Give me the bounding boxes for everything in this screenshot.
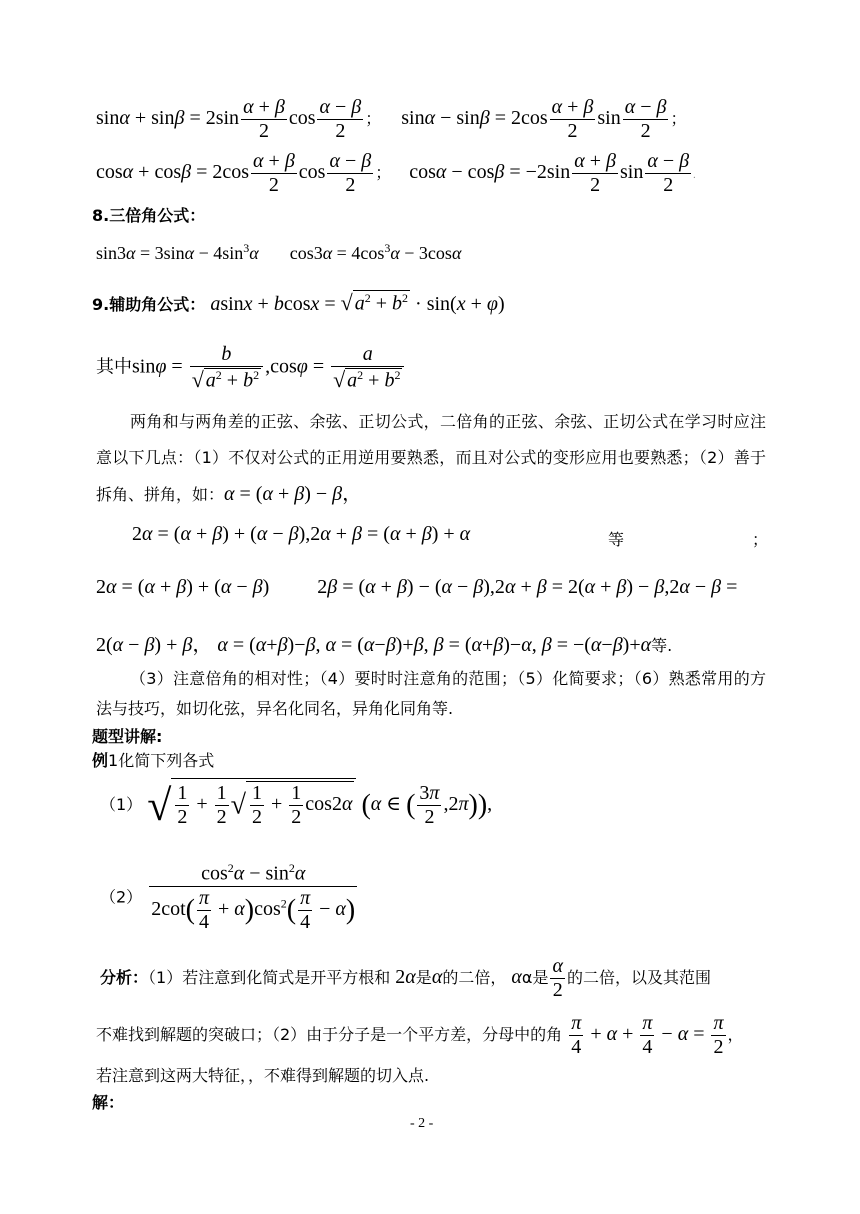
formula-cos-sum: cosα + cosβ = 2cos $\frac{\alpha + \beta}{2}$ cos $\frac{\alpha - \beta}{2}$ xyxy=(96,150,372,196)
example-item-2: （2） $\cos^2\alpha - \sin^2\alpha$ 2cot( $\frac{\pi}{4}$ + $\alpha)\cos^2$( $\frac{\pi}{4}$ − α) xyxy=(100,861,356,933)
solution-label: 解： xyxy=(92,1093,125,1112)
analysis-label: 分析： xyxy=(100,968,149,987)
analysis-line-2: 不难找到解题的突破口；（2）由于分子是一个平方差，分母中的角 $\frac{\pi}{4}$ + α + $\frac{\pi}{4}$ − α = $\frac{\pi}{2}$ ， xyxy=(96,1012,744,1058)
analysis-line-3: 若注意到这两大特征，，不难得到解题的切入点. xyxy=(96,1066,430,1085)
triple-angle-formula: $\sin 3\alpha = 3\sin\alpha - 4\sin^3\alpha$ $\cos 3\alpha = 4\cos^3\alpha - 3\cos\alpha$ xyxy=(96,241,462,263)
section-8-heading: 8.三倍角公式： xyxy=(92,206,206,225)
analysis-text-2-end: ， xyxy=(727,1025,744,1045)
item-2-label: （2） xyxy=(100,887,143,907)
example-item-1: （1） √ $\frac{1}{2}$ + $\frac{1}{2}$ √ $\frac{1}{2}$ + $\frac{1}{2}$ cos2α (α ∈ ( $\frac{3\pi}{2}$ ,2π)), xyxy=(100,778,492,831)
section-9-heading: 9.辅助角公式： xyxy=(92,295,206,314)
line4-end: 等. xyxy=(651,636,673,655)
notes-paragraph-3: （3）注意倍角的相对性；（4）要时时注意角的范围；（5）化简要求；（6）熟悉常用的方法与技巧，如切化弦，异名化同名，异角化同角等. xyxy=(96,669,766,718)
example-text: 化简下列各式 xyxy=(118,751,215,770)
example-number: 1 xyxy=(108,751,119,770)
formula-cos-diff: cosα − cosβ = −2sin $\frac{\alpha + \beta}{2}$ sin $\frac{\alpha - \beta}{2}$ xyxy=(409,150,690,196)
analysis-text-1: （1）若注意到化简式是开平方根和 xyxy=(148,968,391,987)
formula-line-1 xyxy=(96,96,687,143)
section-9 xyxy=(92,290,505,316)
angle-line-2: 2α = (α + β) + (α − β),2α + β = (α + β) + α 等 ； xyxy=(132,523,769,549)
analysis-line-1: 分析：（1）若注意到化简式是开平方根和 2α是α的二倍， αα是 $\frac{\alpha}{2}$ 的二倍，以及其范围 xyxy=(100,955,711,1001)
analysis-text-2: 不难找到解题的突破口；（2）由于分子是一个平方差，分母中的角 xyxy=(96,1025,563,1045)
angle-line-3: 2α = (α + β) + (α − β) 2β = (α + β) − (α − β),2α + β = 2(α + β) − β,2α − β = xyxy=(96,576,738,598)
examples-heading: 题型讲解: xyxy=(92,727,163,746)
formula-sin-sum: sinα + sinβ = 2sin $\frac{\alpha + \beta}{2}$ cos $\frac{\alpha - \beta}{2}$ xyxy=(96,96,362,142)
angle-split-formula: α = (α + β) − β， xyxy=(224,483,363,505)
page-number: - 2 - xyxy=(410,1116,434,1131)
where-prefix: 其中 xyxy=(96,356,132,378)
line2-semicolon: ； xyxy=(752,530,769,549)
example-label: 例 xyxy=(92,751,109,770)
notes-text: 两角和与两角差的正弦、余弦、正切公式，二倍角的正弦、余弦、正切公式在学习时应注意以下几点：（1）不仅对公式的正用逆用要熟悉，而且对公式的变形应用也要熟悉；（2）善于拆角、拼角，如： xyxy=(96,412,766,504)
formula-line-2 xyxy=(96,150,696,197)
separator: ； xyxy=(670,109,687,129)
angle-line-4: 2(α − β) + β， α = (α+β)−β, α = (α−β)+β, β = (α+β)−α, β = −(α−β)+α等. xyxy=(96,634,673,656)
notes-paragraph xyxy=(96,404,766,513)
example-1-title xyxy=(92,748,214,771)
item-1-label: （1） xyxy=(100,795,143,815)
auxiliary-where: 其中sinφ = $\frac{b}{√ a^2 + b^2}$ ,cosφ = $\frac{a}{√ a^2 + b^2}$ xyxy=(96,343,406,393)
analysis-text-1b: α是 xyxy=(521,968,549,987)
auxiliary-angle-formula: asinx + bcosx = √ $a^2 + b^2 \cdot \sin(x + \varphi)$ xyxy=(210,290,505,315)
end-mark: . xyxy=(693,170,696,182)
separator: ； xyxy=(375,163,392,183)
formula-sin-diff: sinα − sinβ = 2cos $\frac{\alpha + \beta}{2}$ sin $\frac{\alpha - \beta}{2}$ xyxy=(401,96,667,142)
separator: ； xyxy=(365,109,382,129)
line2-end: 等 xyxy=(608,530,625,549)
analysis-text-1c: 的二倍，以及其范围 xyxy=(566,968,711,987)
